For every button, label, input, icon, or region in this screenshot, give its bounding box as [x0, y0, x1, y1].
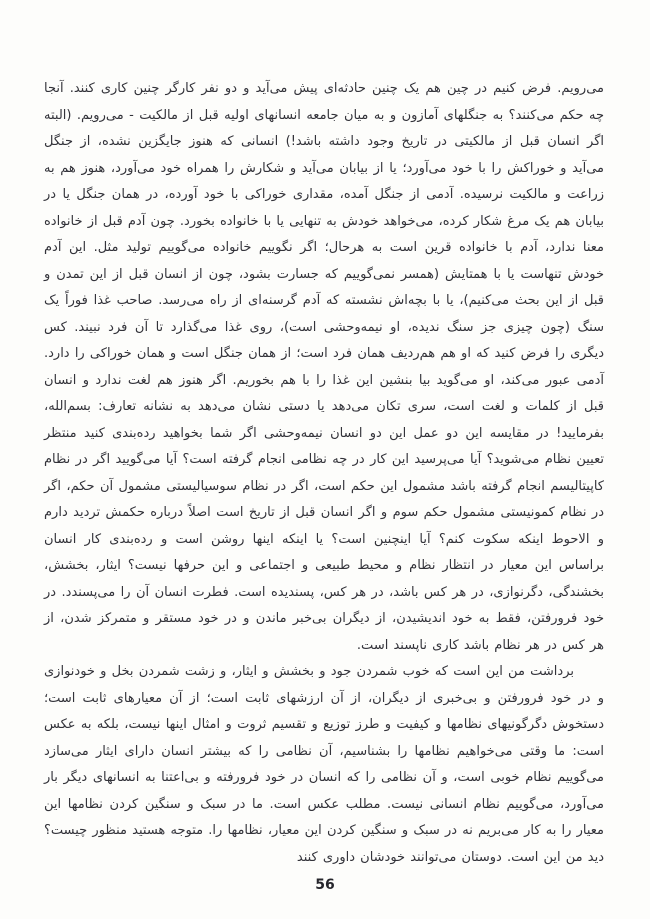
page-number: 56 [315, 877, 335, 893]
paragraph: می‌رویم. فرض کنیم در چین هم یک چنین حادثه‌ای پیش می‌آید و دو نفر کارگر چنین کاری کنند. آنجا چه حکم می‌کنند؟ به جنگلهای آمازون و به میان جامعه انسانهای اولیه قبل از مالکیت - می‌رویم. (البته اگر انسان قبل از مالکیتی در تاریخ وجود داشته باشد!) انسانی که هنوز جایگزین نشده، از جنگل می‌آید و خوراکش را با خود می‌آورد؛ یا از بیابان می‌آید و شکارش را همراه خود می‌آورد، هنوز هم به زراعت و مالکیت نرسیده. آدمی از جنگل آمده، مقداری خوراکی با خود آورده، در همان جنگل یا در بیابان هم یک مرغ شکار کرده، می‌خواهد خودش به تنهایی یا با خانواده بخورد. چون آدم قبل از خانواده معنا ندارد، آدم با خانواده قرین است به هرحال؛ اگر نگوییم خانواده می‌گوییم تولید مثل. این آدم خودش تنهاست یا با همتایش (همسر نمی‌گوییم که جسارت بشود، چون از انسان قبل از این تمدن و قبل از این بحث می‌کنیم)، یا با بچه‌اش نشسته که آدم گرسنه‌ای از راه می‌رسد. صاحب غذا فوراً یک سنگ (چون چیزی جز سنگ ندیده، او نیمه‌وحشی است)، روی غذا می‌گذارد تا آن فرد نبیند. کس دیگری را فرض کنید که او هم هم‌ردیف همان فرد است؛ از همان جنگل است و همان خوراکی را دارد. آدمی عبور می‌کند، او می‌گوید بیا بنشین این غذا را با هم بخوریم. اگر هنوز هم لغت ندارد و انسان قبل از کلمات و لغت است، سری تکان می‌دهد یا دستی نشان می‌دهد به نشانه تعارف: بسم‌الله، بفرمایید! در مقایسه این دو عمل این دو انسان نیمه‌وحشی اگر شما بخواهید رده‌بندی کنید منتظر تعیین نظام می‌شوید؟ آیا می‌پرسید این کار در چه نظامی انجام گرفته است؟ آیا می‌گویید اگر در نظام کاپیتالیسم انجام گرفته باشد مشمول این حکم است، اگر در نظام سوسیالیستی مشمول آن حکم، اگر در نظام کمونیستی مشمول حکم سوم و اگر انسان قبل از تاریخ است اصلاً درباره حکمش تردید دارم و الاحوط اینکه سکوت کنم؟ آیا اینچنین است؟ یا اینکه اینها روشن است و رده‌بندی کار انسان براساس این معیار در انتظار نظام و محیط طبیعی و اجتماعی و این حرفها نیست؟ ایثار، بخشش، بخشندگی، دگرنوازی، در هر کس باشد، در هر کس، پسندیده است. فطرت انسان آن را می‌پسندد. در خود فرورفتن، فقط به خود اندیشیدن، از دیگران بی‌خبر ماندن و در خود مستقر و متمرکز شدن، از هر کس در هر نظام باشد کاری ناپسند است. [44, 81, 604, 653]
paragraph: برداشت من این است که خوب شمردن جود و بخشش و ایثار، و زشت شمردن بخل و خودنوازی و در خود فرورفتن و بی‌خبری از دیگران، از آن ارزشهای ثابت است؛ از آن معیارهای ثابت است؛ دستخوش دگرگونیهای نظامها و کیفیت و طرز توزیع و تقسیم ثروت و امثال اینها نیست، بلکه به عکس است: ما وقتی می‌خواهیم نظامها را بشناسیم، آن نظامی را که بیشتر انسان دارای ایثار می‌سازد می‌گوییم نظام خوبی است، و آن نظامی را که انسان در خود فرورفته و بی‌اعتنا به انسانهای دیگر بار می‌آورد، می‌گوییم نظام انسانی نیست. مطلب عکس است. ما در سبک و سنگین کردن نظامها این معیار را به کار می‌بریم نه در سبک و سنگین کردن این معیار، نظامها را. متوجه هستید منظور چیست؟ دید من این است. دوستان می‌توانند خودشان داوری کنند [44, 664, 604, 865]
text-block [44, 76, 604, 871]
